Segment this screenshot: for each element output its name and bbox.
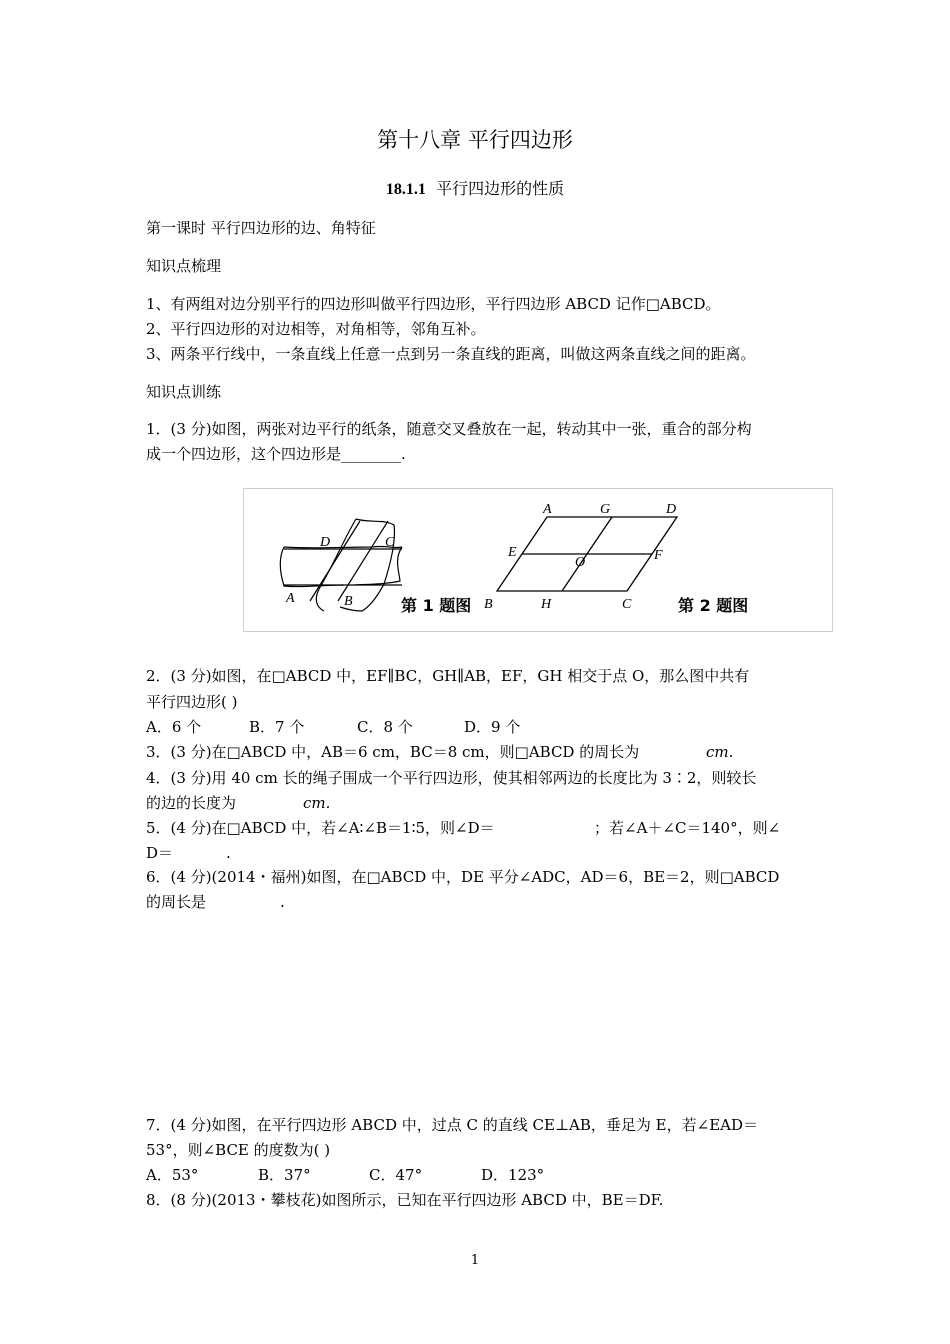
figure-panel bbox=[243, 488, 833, 632]
question-7-line1: 7．(4 分)如图，在平行四边形 ABCD 中，过点 C 的直线 CE⊥AB，垂足为 E，若∠EAD＝ bbox=[146, 1116, 758, 1134]
fig2-label-g: G bbox=[600, 502, 611, 517]
figure-1 bbox=[280, 519, 402, 611]
question-4-unit: cm. bbox=[303, 794, 331, 812]
fig2-label-h: H bbox=[541, 597, 552, 612]
figure-drawings bbox=[244, 489, 832, 631]
heading-training: 知识点训练 bbox=[146, 383, 222, 401]
review-item: 3、两条平行线中，一条直线上任意一点到另一条直线的距离，叫做这两条直线之间的距离。 bbox=[146, 345, 756, 363]
fig2-label-a: A bbox=[543, 502, 552, 517]
question-7-option: C．47° bbox=[369, 1166, 423, 1184]
section-title bbox=[0, 176, 950, 199]
fig2-label-f: F bbox=[654, 548, 663, 563]
fig1-label-d: D bbox=[320, 535, 331, 550]
question-7-option: B．37° bbox=[258, 1166, 311, 1184]
section-name: 平行四边形的性质 bbox=[436, 179, 565, 198]
question-6-end: . bbox=[280, 893, 285, 911]
fig2-label-d: D bbox=[666, 502, 677, 517]
question-5-line1b: ；若∠A＋∠C＝140°，则∠ bbox=[594, 819, 781, 837]
question-4-line1: 4．(3 分)用 40 cm 长的绳子围成一个平行四边形，使其相邻两边的长度比为 3∶2，则较长 bbox=[146, 769, 757, 787]
fig1-label-b: B bbox=[344, 594, 353, 609]
fig2-caption: 第 2 题图 bbox=[678, 596, 749, 615]
fig1-caption: 第 1 题图 bbox=[401, 596, 472, 615]
review-item: 2、平行四边形的对边相等，对角相等，邻角互补。 bbox=[146, 320, 486, 338]
question-5-end: . bbox=[226, 844, 231, 862]
chapter-title: 第十八章 平行四边形 bbox=[377, 128, 573, 152]
fig1-label-c: C bbox=[385, 535, 395, 550]
fig1-label-a: A bbox=[286, 591, 295, 606]
question-2-option: C．8 个 bbox=[357, 718, 413, 736]
page-number: 1 bbox=[470, 1253, 480, 1268]
question-6-line2: 的周长是 bbox=[146, 893, 207, 911]
section-number: 18.1.1 bbox=[385, 181, 426, 198]
heading-review: 知识点梳理 bbox=[146, 257, 222, 275]
question-7-option: A．53° bbox=[146, 1166, 199, 1184]
question-5-line2: D＝ bbox=[146, 844, 174, 862]
question-2-option: A．6 个 bbox=[146, 718, 202, 736]
fig2-label-e: E bbox=[508, 545, 517, 560]
question-1-line1: 1．(3 分)如图，两张对边平行的纸条，随意交叉叠放在一起，转动其中一张，重合的部分构 bbox=[146, 420, 752, 438]
question-5-line1a: 5．(4 分)在□ABCD 中，若∠A∶∠B＝1∶5，则∠D＝ bbox=[146, 819, 495, 837]
question-3: 3．(3 分)在□ABCD 中，AB＝6 cm，BC＝8 cm，则□ABCD 的周长为 bbox=[146, 743, 640, 761]
question-6-line1: 6．(4 分)(2014・福州)如图，在□ABCD 中，DE 平分∠ADC，AD＝6，BE＝2，则□ABCD bbox=[146, 868, 780, 886]
question-1-line2: 成一个四边形，这个四边形是________. bbox=[146, 445, 406, 463]
question-2-line2: 平行四边形( ) bbox=[146, 693, 238, 711]
fig2-label-o: O bbox=[575, 555, 586, 570]
question-2-option: B．7 个 bbox=[249, 718, 305, 736]
review-item: 1、有两组对边分别平行的四边形叫做平行四边形，平行四边形 ABCD 记作□ABCD。 bbox=[146, 295, 721, 313]
question-4-line2: 的边的长度为 bbox=[146, 794, 237, 812]
figure-2 bbox=[497, 517, 677, 591]
question-7-option: D．123° bbox=[481, 1166, 545, 1184]
fig2-label-c: C bbox=[622, 597, 632, 612]
question-3-unit: cm. bbox=[706, 743, 734, 761]
question-7-line2: 53°，则∠BCE 的度数为( ) bbox=[146, 1141, 331, 1159]
lesson-title: 第一课时 平行四边形的边、角特征 bbox=[146, 219, 376, 237]
question-8: 8．(8 分)(2013・攀枝花)如图所示，已知在平行四边形 ABCD 中，BE＝DF. bbox=[146, 1191, 664, 1209]
fig2-label-b: B bbox=[484, 597, 493, 612]
question-2-line1: 2．(3 分)如图，在□ABCD 中，EF∥BC，GH∥AB，EF，GH 相交于点 O，那么图中共有 bbox=[146, 667, 750, 685]
question-2-option: D．9 个 bbox=[464, 718, 521, 736]
